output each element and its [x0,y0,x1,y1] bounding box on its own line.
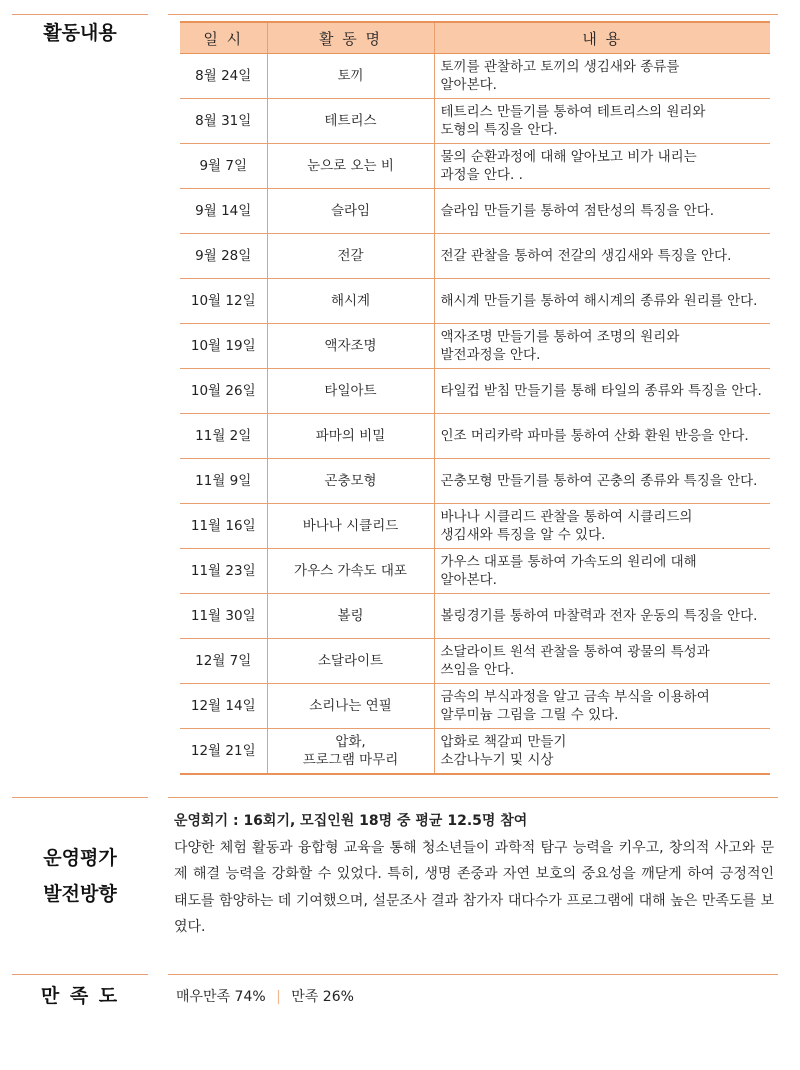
activity-date: 9월 7일 [180,144,267,189]
table-row [180,414,770,459]
activity-name: 바나나 시클리드 [267,504,434,549]
divider-bottom-right [168,974,778,975]
activity-date: 8월 31일 [180,99,267,144]
header-content: 내 용 [434,22,770,54]
activity-content: 곤충모형 만들기를 통하여 곤충의 종류와 특징을 안다. [434,459,770,504]
table-row [180,324,770,369]
activity-content: 해시계 만들기를 통하여 해시계의 종류와 원리를 안다. [434,279,770,324]
activity-name: 소달라이트 [267,639,434,684]
activity-name: 타일아트 [267,369,434,414]
activity-content: 전갈 관찰을 통하여 전갈의 생김새와 특징을 안다. [434,234,770,279]
evaluation-body: 다양한 체험 활동과 융합형 교육을 통해 청소년들이 과학적 탐구 능력을 키우고, 창의적 사고와 문제 해결 능력을 강화할 수 있었다. 특히, 생명 존중과 자연 보호의 중요성을 깨닫게 하여 긍정적인 태도를 함양하는 데 기여했으며, 설문조사 결과 참가자 대다수가 프로그램에 대해 높은 만족도를 보였다. [174,839,774,935]
table-row [180,684,770,729]
activity-name: 토끼 [267,54,434,99]
divider-mid-right [168,797,778,798]
activities-table-body [180,54,770,775]
activity-content: 토끼를 관찰하고 토끼의 생김새와 종류를 알아본다. [434,54,770,99]
activity-name: 압화, 프로그램 마무리 [267,729,434,775]
activity-name: 전갈 [267,234,434,279]
section-label-evaluation [12,843,148,910]
table-row [180,729,770,775]
activity-content: 액자조명 만들기를 통하여 조명의 원리와 발전과정을 안다. [434,324,770,369]
activity-date: 9월 14일 [180,189,267,234]
activity-content: 금속의 부식과정을 알고 금속 부식을 이용하여 알루미늄 그림을 그릴 수 있다. [434,684,770,729]
activity-name: 볼링 [267,594,434,639]
table-row [180,144,770,189]
activity-date: 10월 26일 [180,369,267,414]
activity-content: 물의 순환과정에 대해 알아보고 비가 내리는 과정을 안다. . [434,144,770,189]
activity-name: 슬라임 [267,189,434,234]
table-row [180,594,770,639]
activity-name: 해시계 [267,279,434,324]
activity-content: 가우스 대포를 통하여 가속도의 원리에 대해 알아본다. [434,549,770,594]
activity-name: 곤충모형 [267,459,434,504]
activity-content: 타일컵 받침 만들기를 통해 타일의 종류와 특징을 안다. [434,369,770,414]
table-row [180,54,770,99]
satisfaction-satisfied: 만족 26% [291,989,354,1005]
table-header-row [180,22,770,54]
activity-name: 가우스 가속도 대포 [267,549,434,594]
section-label-satisfaction: 만 족 도 [40,985,120,1007]
section-label-activities: 활동내용 [43,22,117,44]
evaluation-summary: 운영회기 : 16회기, 모집인원 18명 중 평균 12.5명 참여 [174,813,528,829]
divider-bottom-left [12,974,148,975]
activity-content: 압화로 책갈피 만들기 소감나누기 및 시상 [434,729,770,775]
activity-date: 10월 19일 [180,324,267,369]
activity-content: 볼링경기를 통하여 마찰력과 전자 운동의 특징을 안다. [434,594,770,639]
table-row [180,99,770,144]
table-row [180,234,770,279]
satisfaction-separator: | [276,989,281,1005]
activity-content: 소달라이트 원석 관찰을 통하여 광물의 특성과 쓰임을 안다. [434,639,770,684]
activity-content: 테트리스 만들기를 통하여 테트리스의 원리와 도형의 특징을 안다. [434,99,770,144]
satisfaction-values [176,986,354,1006]
section-label-evaluation-line2: 발전방향 [43,883,117,906]
activity-date: 9월 28일 [180,234,267,279]
activity-name: 테트리스 [267,99,434,144]
table-row [180,504,770,549]
divider-top-right [168,14,778,15]
evaluation-text [174,808,774,941]
header-name: 활 동 명 [267,22,434,54]
activity-date: 12월 21일 [180,729,267,775]
activity-date: 11월 16일 [180,504,267,549]
activity-date: 8월 24일 [180,54,267,99]
activity-name: 파마의 비밀 [267,414,434,459]
activities-table [180,21,770,775]
table-row [180,639,770,684]
activity-name: 소리나는 연필 [267,684,434,729]
activity-date: 12월 14일 [180,684,267,729]
header-date: 일 시 [180,22,267,54]
table-row [180,549,770,594]
activity-date: 11월 23일 [180,549,267,594]
activity-date: 11월 2일 [180,414,267,459]
activity-date: 10월 12일 [180,279,267,324]
activity-date: 11월 30일 [180,594,267,639]
table-row [180,279,770,324]
table-row [180,189,770,234]
divider-top-left [12,14,148,15]
activity-name: 눈으로 오는 비 [267,144,434,189]
satisfaction-very-satisfied: 매우만족 74% [176,989,266,1005]
section-label-evaluation-line1: 운영평가 [43,847,117,869]
activity-content: 바나나 시클리드 관찰을 통하여 시클리드의 생김새와 특징을 알 수 있다. [434,504,770,549]
activity-date: 11월 9일 [180,459,267,504]
activity-date: 12월 7일 [180,639,267,684]
activity-name: 액자조명 [267,324,434,369]
table-row [180,369,770,414]
activity-content: 슬라임 만들기를 통하여 점탄성의 특징을 안다. [434,189,770,234]
activity-content: 인조 머리카락 파마를 통하여 산화 환원 반응을 안다. [434,414,770,459]
divider-mid-left [12,797,148,798]
table-row [180,459,770,504]
